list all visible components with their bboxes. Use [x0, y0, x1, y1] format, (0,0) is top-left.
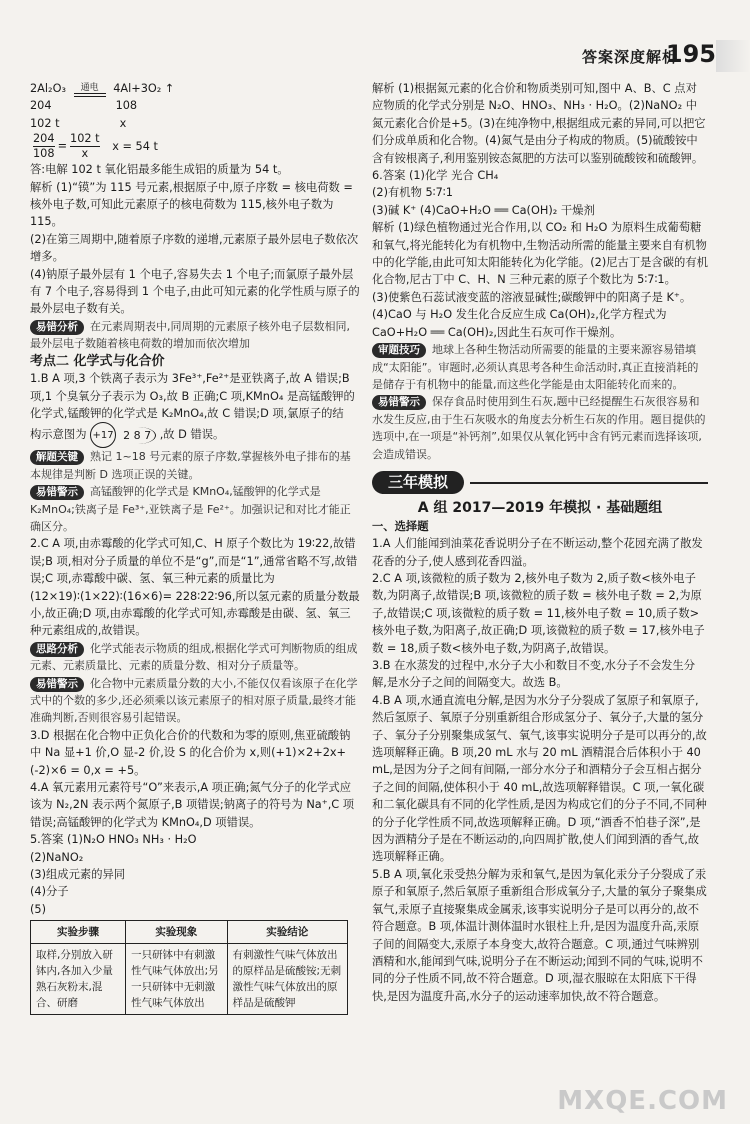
tip-text: 高锰酸钾的化学式是 KMnO₄,锰酸钾的化学式是 K₂MnO₄;铁离子是 Fe³⁺,亚铁离子是 Fe²⁺。加强识记和对比才能正确区分。	[30, 485, 351, 533]
tip-text: 在元素周期表中,同周期的元素原子核外电子层数相同,最外层电子数随着核电荷数的增加而依次增加	[30, 319, 350, 351]
eq-products: 4Al+3O₂ ↑	[113, 82, 175, 95]
eq-given: 102 t	[30, 116, 60, 130]
table-cell: 取样,分别放入研钵内,各加入少量熟石灰粉末,混合、研磨	[31, 944, 126, 1015]
table-header-row	[31, 921, 348, 944]
q1-tail-a: 构示意图为	[30, 428, 87, 442]
q5-answer-3: (3)组成元素的异同	[30, 868, 126, 882]
three-year-mock-banner	[372, 471, 708, 494]
mock-q1: 1.A 人们能闻到油菜花香说明分子在不断运动,整个花园充满了散发花香的分子,使人感到花香四溢。	[372, 537, 703, 568]
tip-approach	[30, 640, 360, 675]
table-header: 实验结论	[227, 921, 347, 944]
eq-unknown: x	[119, 116, 127, 130]
atom-nucleus: +17	[90, 422, 116, 448]
table-header: 实验现象	[126, 921, 227, 944]
eq-mass-a: 204	[30, 99, 52, 113]
q6-answer-2: (2)有机物 5∶7∶1	[372, 186, 453, 200]
q6-answer-head: 6.答案 (1)化学 光合 CH₄	[372, 169, 499, 183]
mock-q4: 4.B A 项,水通直流电分解,是因为水分子分裂成了氢原子和氧原子,然后氢原子、氧原子分别重新组合形成氢分子、氧分子,大量的氢分子、氧分子分别聚集成氢气、氧气,该事实说明分子是可以再分的,故选项解释正确。B 项,20 mL 水与 20 mL 酒精混合后体积小于 40 mL,是因为分子之间有间隔,一部分水分子和酒精分子会互相占据分子之间的间隔,使体积小于 40 mL,故选项解释错误。C 项,一氧化碳和二氧化碳具有不同的化学性质,是因为构成它们的分子不同,不同种的分子化学性质不同,故选项解释正确。D 项,“酒香不怕巷子深”,是因为酒精分子是在不断运动的,向四周扩散,使人们闻到酒的香气,故选项解释正确。	[372, 693, 707, 864]
tip-text: 化学式能表示物质的组成,根据化学式可判断物质的组成元素、元素质量比、元素的质量分数、相对分子质量等。	[30, 641, 358, 673]
answer-line: 答:电解 102 t 氧化铝最多能生成铝的质量为 54 t。	[30, 163, 289, 177]
tip-warning-2	[30, 675, 360, 727]
q3-analysis-2: (2)在第三周期中,随着原子序数的递增,元素原子最外层电子数依次增多。	[30, 232, 359, 264]
header-fade-decoration	[716, 40, 750, 72]
tip-warning-1	[30, 483, 360, 535]
page-number: 195	[665, 40, 716, 68]
banner-rule	[470, 482, 708, 484]
tip-warning-3	[372, 393, 708, 463]
tip-text: 熟记 1~18 号元素的原子序数,掌握核外电子排布的基本规律是判断 D 选项正误的关键。	[30, 450, 351, 481]
tip-text: 保存食品时使用到生石灰,题中已经提醒生石灰很容易和水发生反应,由于生石灰吸水的角度去分析生石灰的作用。题目提供的选项中,在一项是“补钙剂”,如果仅从氧化钙中含有钙元素而选择该项,会造成错误。	[372, 395, 706, 461]
tip-reading-skill	[372, 341, 708, 393]
tip-text: 地球上各种生物活动所需要的能量的主要来源容易错填成“太阳能”。审题时,必须认真思考各种生命活动时,真正直接消耗的是储存于有机物中的能量,而这些化学能是由太阳能转化而来的。	[372, 343, 699, 391]
equation-line-1	[30, 80, 360, 97]
tip-tag: 易错分析	[30, 320, 84, 335]
q5-analysis: 解析 (1)根据氮元素的化合价和物质类别可知,图中 A、B、C 点对应物质的化学式分别是 N₂O、HNO₃、NH₃ · H₂O。(2)NaNO₂ 中氮元素化合价是+5。(3)在纯净物中,根据组成元素的异同,可以把它们分成单质和化合物。(4)氮气是由分子构成的物质。(5)硫酸铵中含有铵根离子,利用鉴别铵态氮肥的方法可以鉴别硫酸铵和硫酸钾。	[372, 82, 706, 165]
watermark: MXQE.COM	[557, 1086, 728, 1116]
eq-condition: 通电	[80, 83, 99, 94]
left-column	[30, 80, 360, 1015]
table-row	[31, 944, 348, 1015]
experiment-table	[30, 920, 348, 1015]
tip-text: 化合物中元素质量分数的大小,不能仅仅看该原子在化学式中的个数的多少,还必须乘以该元素原子的相对原子质量,最终才能准确判断,否则很容易引起错误。	[30, 676, 358, 725]
eq-mass-b: 108	[115, 99, 138, 113]
q3-analysis-3: (4)钠原子最外层有 1 个电子,容易失去 1 个电子;而氯原子最外层有 7 个电子,容易得到 1 个电子,由此可知元素的化学性质与原子的最外层电子数有关。	[30, 267, 360, 316]
table-cell: 一只研钵中有刺激性气味气体放出;另一只研钵中无刺激性气味气体放出	[126, 944, 227, 1015]
mock-q2: 2.C A 项,该微粒的质子数为 2,核外电子数为 2,质子数<核外电子数,为阴离子,故错误;B 项,该微粒的质子数 = 核外电子数 = 2,为原子,故错误;C 项,该微粒的质子数 = 11,核外电子数 = 10,质子数>核外电子数,为阳离子,故正确;D 项,该微粒的质子数 = 17,核外电子数 = 18,质子数<核外电子数,为阴离子,故错误。	[372, 571, 705, 655]
atom-shells: 2 8 7	[119, 427, 156, 444]
page-header	[0, 0, 750, 86]
section-title-2: 考点二 化学式与化合价	[30, 353, 165, 369]
q5-answer-2: (2)NaNO₂	[30, 850, 84, 864]
table-cell: 有刺激性气味气体放出的原样品是硫酸铵;无刺激性气味气体放出的原样品是硫酸钾	[227, 944, 347, 1015]
banner-label: 三年模拟	[372, 471, 464, 494]
tip-tag: 易错警示	[372, 395, 426, 410]
q6-analysis-2: (3)使紫色石蕊试液变蓝的溶液显碱性;碳酸钾中的阳离子是 K⁺。(4)CaO 与 H₂O 发生化合反应生成 Ca(OH)₂,化学方程式为 CaO+H₂O ══ Ca(OH)₂,因此生石灰可作干燥剂。	[372, 290, 692, 339]
q5-answer-4: (4)分子	[30, 885, 69, 899]
fraction-1: $\frac{204}{108}$	[33, 132, 55, 161]
tip-error-analysis	[30, 318, 360, 353]
equation-line-3	[30, 115, 360, 132]
eq-result: x = 54 t	[112, 139, 158, 153]
group-subtitle: A 组 2017—2019 年模拟 · 基础题组	[417, 500, 663, 517]
chlorine-atom-diagram	[90, 422, 156, 448]
q1-tail-b: ,故 D 错误。	[159, 428, 225, 442]
eq-reactant: 2Al₂O₃	[30, 82, 67, 95]
mock-q5: 5.B A 项,氧化汞受热分解为汞和氧气,是因为氧化汞分子分裂成了汞原子和氧原子,然后氧原子重新组合形成氧分子,大量的氧分子聚集成氧气,汞原子直接聚集成金属汞,该事实说明分子是可以再分的,故不符合题意。B 项,体温计测体温时水银柱上升,是因为温度升高,汞原子间的间隔变大,汞原子本身变大,故符合题意。C 项,通过气味辨别酒精和水,能闻到气味,说明分子在不断运动;闻到不同的气味,说明不同的分子性质不同,故不符合题意。D 项,湿衣服晾在太阳底下干得快,是因为温度升高,水分子的运动速率加快,故不符合题意。	[372, 867, 707, 1003]
q4-answer: 4.A 氧元素用元素符号“O”来表示,A 项正确;氮气分子的化学式应该为 N₂,2N 表示两个氮原子,B 项错误;钠离子的符号为 Na⁺,C 项错误;高锰酸钾的化学式为 KMnO₄,D 项错误。	[30, 781, 355, 829]
tip-key-point	[30, 448, 360, 483]
q5-answer-5: (5)	[30, 902, 47, 916]
right-column	[372, 80, 708, 1005]
q6-analysis-1: 解析 (1)绿色植物通过光合作用,以 CO₂ 和 H₂O 为原料生成葡萄糖和氧气,将光能转化为有机物中,生物活动所需的能量主要来自有机物中的化学能,由此可知太阳能转化为化学能。(2)尼古丁是含碳的有机化合物,尼古丁中 C、H、N 三种元素的原子个数比为 5∶7∶1。	[372, 221, 708, 287]
tip-tag: 易错警示	[30, 485, 84, 500]
q5-answer-head: 5.答案 (1)N₂O HNO₃ NH₃ · H₂O	[30, 833, 197, 847]
table-header: 实验步骤	[31, 921, 126, 944]
q3-answer: 3.D 根据在化合物中正负化合价的代数和为零的原则,焦亚硫酸钠中 Na 显+1 价,O 显-2 价,设 S 的化合价为 x,则(+1)×2+2x+(-2)×6 = 0,x = +5。	[30, 728, 351, 777]
tip-tag: 思路分析	[30, 642, 84, 657]
q3-analysis-1: 解析 (1)“镆”为 115 号元素,根据原子中,原子序数 = 核电荷数 = 核外电子数,可知此元素原子的核电荷数为 115,核外电子数为 115。	[30, 180, 353, 229]
mock-q3: 3.B 在水蒸发的过程中,水分子大小和数目不变,水分子不会发生分解,是水分子之间的间隔变大。故选 B。	[372, 659, 696, 690]
q6-answer-3: (3)碱 K⁺ (4)CaO+H₂O ══ Ca(OH)₂ 干燥剂	[372, 203, 595, 217]
q1-answer: 1.B A 项,3 个铁离子表示为 3Fe³⁺,Fe²⁺是亚铁离子,故 A 错误;B 项,1 个臭氧分子表示为 O₃,故 B 正确;C 项,KMnO₄ 是高锰酸钾的化学式,锰酸钾的化学式是 K₂MnO₄,故 C 错误;D 项,氯原子的结	[30, 372, 355, 420]
proportion-line: $\frac{204}{108}$ = $\frac{102 t}{x}$ x = 54 t	[33, 132, 158, 161]
tip-tag: 审题技巧	[372, 343, 426, 358]
tip-tag: 解题关键	[30, 450, 84, 465]
q2-answer: 2.C A 项,由赤霉酸的化学式可知,C、H 原子个数比为 19∶22,故错误;B 项,相对分子质量的单位不是“g”,而是“1”,通常省略不写,故错误;C 项,赤霉酸中碳、氢、氧三种元素的质量比为(12×19)∶(1×22)∶(16×6)= 228∶22∶96,所以氢元素的质量分数最小,故正确;D 项,由赤霉酸的化学式可知,赤霉酸是由碳、氢、氧三种元素组成的,故错误。	[30, 537, 360, 638]
equation-line-2	[30, 97, 360, 114]
choice-section-head: 一、选择题	[372, 519, 429, 533]
fraction-2: $\frac{102 t}{x}$	[70, 132, 100, 161]
q1-tail	[30, 422, 360, 448]
tip-tag: 易错警示	[30, 677, 84, 692]
header-brand: 答案深度解析	[581, 48, 678, 66]
